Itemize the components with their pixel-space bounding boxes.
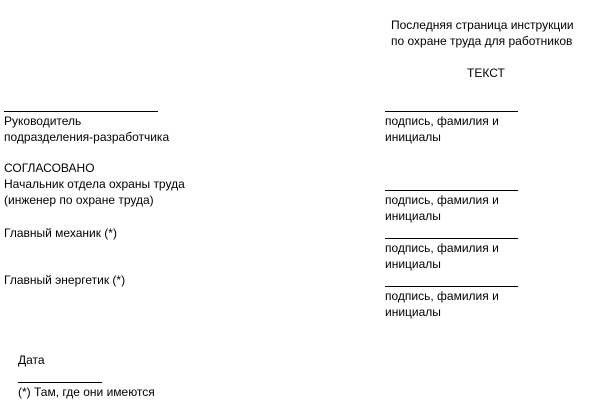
safety-head-title-line-1: Начальник отдела охраны труда	[4, 177, 185, 191]
footnote-text: (*) Там, где они имеются	[18, 385, 155, 399]
signature-line-1	[385, 111, 518, 112]
safety-head-title-line-2: (инженер по охране труда)	[4, 193, 154, 207]
signature-caption-2-line-1: подпись, фамилия и	[385, 193, 499, 207]
signature-line-3	[385, 238, 518, 239]
signature-line-4	[385, 286, 518, 287]
signature-caption-4-line-2: инициалы	[385, 305, 441, 319]
header-line-1: Последняя страница инструкции	[391, 18, 574, 32]
agreed-heading: СОГЛАСОВАНО	[4, 161, 95, 175]
signature-caption-3-line-1: подпись, фамилия и	[385, 241, 499, 255]
footnote-separator-line	[18, 382, 102, 383]
text-label: ТЕКСТ	[467, 66, 505, 80]
signature-caption-3-line-2: инициалы	[385, 257, 441, 271]
signature-caption-4-line-1: подпись, фамилия и	[385, 289, 499, 303]
developer-signature-line	[4, 111, 158, 112]
signature-caption-1-line-1: подпись, фамилия и	[385, 114, 499, 128]
chief-power-engineer-title: Главный энергетик (*)	[4, 273, 126, 287]
header-line-2: по охране труда для работников	[391, 34, 573, 48]
signature-caption-2-line-2: инициалы	[385, 209, 441, 223]
developer-title-line-2: подразделения-разработчика	[4, 130, 170, 144]
chief-mechanic-title: Главный механик (*)	[4, 226, 117, 240]
developer-title-line-1: Руководитель	[4, 114, 82, 128]
signature-line-2	[385, 190, 518, 191]
date-label: Дата	[18, 353, 45, 367]
signature-caption-1-line-2: инициалы	[385, 130, 441, 144]
